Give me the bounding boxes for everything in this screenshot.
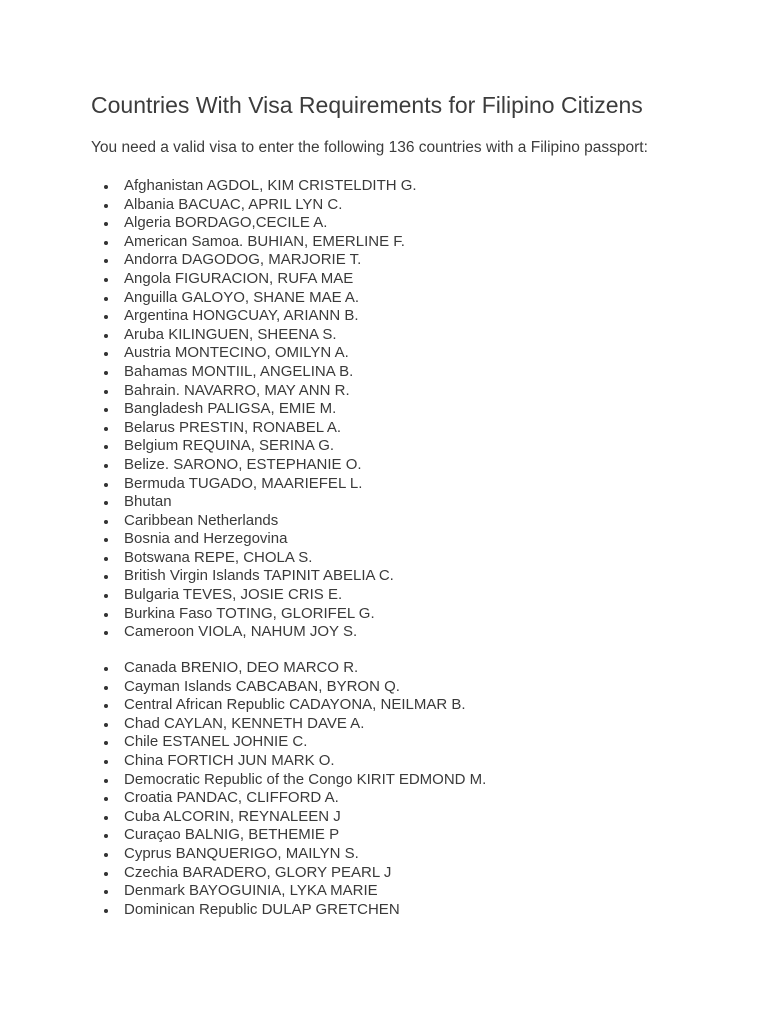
- list-item-text: Austria MONTECINO, OMILYN A.: [124, 344, 349, 362]
- list-item-text: Curaçao BALNIG, BETHEMIE P: [124, 826, 340, 844]
- list-item-text: Democratic Republic of the Congo KIRIT EDMOND M.: [124, 770, 487, 788]
- list-item-text: Bosnia and Herzegovina: [124, 530, 288, 548]
- country-list-2: [100, 659, 486, 919]
- list-item: [100, 400, 417, 419]
- bullet-icon: [104, 297, 108, 301]
- list-item-text: Afghanistan AGDOL, KIM CRISTELDITH G.: [124, 177, 417, 194]
- list-item-text: Chad CAYLAN, KENNETH DAVE A.: [124, 714, 365, 732]
- bullet-icon: [104, 427, 108, 431]
- list-item: [100, 733, 486, 752]
- list-item: [100, 177, 417, 196]
- list-item-text: Cyprus BANQUERIGO, MAILYN S.: [124, 844, 359, 862]
- list-item: [100, 493, 417, 512]
- list-item: [100, 326, 417, 345]
- list-item: [100, 789, 486, 808]
- bullet-icon: [104, 390, 108, 394]
- list-item: [100, 567, 417, 586]
- list-item: [100, 419, 417, 438]
- bullet-icon: [104, 686, 108, 690]
- bullet-icon: [104, 797, 108, 801]
- list-item-text: Algeria BORDAGO,CECILE A.: [124, 214, 328, 232]
- bullet-icon: [104, 631, 108, 635]
- list-item: [100, 586, 417, 605]
- list-item-text: China FORTICH JUN MARK O.: [124, 751, 335, 769]
- list-item: [100, 289, 417, 308]
- list-item-text: Angola FIGURACION, RUFA MAE: [124, 269, 354, 287]
- bullet-icon: [104, 371, 108, 375]
- list-item: [100, 437, 417, 456]
- page-title: Countries With Visa Requirements for Filipino Citizens: [91, 92, 643, 118]
- list-item: [100, 696, 486, 715]
- list-item: [100, 715, 486, 734]
- bullet-icon: [104, 315, 108, 319]
- list-item-text: Bulgaria TEVES, JOSIE CRIS E.: [124, 586, 343, 604]
- bullet-icon: [104, 538, 108, 542]
- bullet-icon: [104, 520, 108, 524]
- list-item: [100, 623, 417, 642]
- list-item-text: Burkina Faso TOTING, GLORIFEL G.: [124, 604, 375, 622]
- bullet-icon: [104, 464, 108, 468]
- list-item-text: Denmark BAYOGUINIA, LYKA MARIE: [124, 882, 378, 900]
- list-item-text: Cayman Islands CABCABAN, BYRON Q.: [124, 677, 400, 695]
- list-item: [100, 530, 417, 549]
- bullet-icon: [104, 890, 108, 894]
- list-item: [100, 659, 486, 678]
- list-item: [100, 549, 417, 568]
- bullet-icon: [104, 779, 108, 783]
- list-item: [100, 882, 486, 901]
- list-item-text: American Samoa. BUHIAN, EMERLINE F.: [124, 232, 405, 250]
- bullet-icon: [104, 445, 108, 449]
- list-item-text: Botswana REPE, CHOLA S.: [124, 548, 313, 566]
- list-item: [100, 808, 486, 827]
- bullet-icon: [104, 483, 108, 487]
- intro-paragraph: You need a valid visa to enter the following 136 countries with a Filipino passport:: [91, 139, 648, 156]
- bullet-icon: [104, 704, 108, 708]
- list-item: [100, 605, 417, 624]
- list-item: [100, 270, 417, 289]
- list-item: [100, 344, 417, 363]
- list-item-text: Aruba KILINGUEN, SHEENA S.: [124, 325, 337, 343]
- list-item-text: Belarus PRESTIN, RONABEL A.: [124, 418, 342, 436]
- bullet-icon: [104, 259, 108, 263]
- list-item-text: Belgium REQUINA, SERINA G.: [124, 437, 335, 455]
- bullet-icon: [104, 278, 108, 282]
- list-item-text: Belize. SARONO, ESTEPHANIE O.: [124, 455, 362, 473]
- bullet-icon: [104, 723, 108, 727]
- list-item: [100, 233, 417, 252]
- list-item: [100, 864, 486, 883]
- list-item: [100, 845, 486, 864]
- list-item: [100, 251, 417, 270]
- list-item-text: Argentina HONGCUAY, ARIANN B.: [124, 307, 359, 325]
- list-item-text: Bangladesh PALIGSA, EMIE M.: [124, 400, 337, 418]
- bullet-icon: [104, 613, 108, 617]
- list-item-text: Anguilla GALOYO, SHANE MAE A.: [124, 288, 360, 306]
- bullet-icon: [104, 575, 108, 579]
- list-item: [100, 826, 486, 845]
- list-item-text: Canada BRENIO, DEO MARCO R.: [124, 659, 359, 676]
- bullet-icon: [104, 334, 108, 338]
- bullet-icon: [104, 204, 108, 208]
- bullet-icon: [104, 408, 108, 412]
- list-item: [100, 512, 417, 531]
- bullet-icon: [104, 872, 108, 876]
- bullet-icon: [104, 185, 108, 189]
- list-item-text: Bahamas MONTIIL, ANGELINA B.: [124, 362, 354, 380]
- bullet-icon: [104, 557, 108, 561]
- list-item: [100, 196, 417, 215]
- list-item-text: Bahrain. NAVARRO, MAY ANN R.: [124, 381, 350, 399]
- bullet-icon: [104, 501, 108, 505]
- list-item-text: Dominican Republic DULAP GRETCHEN: [124, 900, 400, 918]
- list-item: [100, 475, 417, 494]
- bullet-icon: [104, 816, 108, 820]
- bullet-icon: [104, 352, 108, 356]
- list-item: [100, 307, 417, 326]
- list-item: [100, 456, 417, 475]
- bullet-icon: [104, 741, 108, 745]
- list-item: [100, 382, 417, 401]
- list-item-text: Caribbean Netherlands: [124, 511, 279, 529]
- list-item-text: Albania BACUAC, APRIL LYN C.: [124, 195, 343, 213]
- list-item: [100, 363, 417, 382]
- list-item-text: Bermuda TUGADO, MAARIEFEL L.: [124, 474, 363, 492]
- bullet-icon: [104, 853, 108, 857]
- list-item: [100, 752, 486, 771]
- list-item: [100, 678, 486, 697]
- bullet-icon: [104, 834, 108, 838]
- bullet-icon: [104, 594, 108, 598]
- bullet-icon: [104, 667, 108, 671]
- list-item-text: Croatia PANDAC, CLIFFORD A.: [124, 789, 339, 807]
- bullet-icon: [104, 222, 108, 226]
- list-item: [100, 901, 486, 920]
- list-item-text: Andorra DAGODOG, MARJORIE T.: [124, 251, 362, 269]
- bullet-icon: [104, 760, 108, 764]
- list-item-text: Chile ESTANEL JOHNIE C.: [124, 733, 308, 751]
- list-item-text: British Virgin Islands TAPINIT ABELIA C.: [124, 567, 394, 585]
- list-item-text: Central African Republic CADAYONA, NEILMAR B.: [124, 696, 466, 714]
- list-item-text: Czechia BARADERO, GLORY PEARL J: [124, 863, 392, 881]
- list-item: [100, 214, 417, 233]
- list-item-text: Cuba ALCORIN, REYNALEEN J: [124, 807, 341, 825]
- list-item-text: Cameroon VIOLA, NAHUM JOY S.: [124, 623, 358, 641]
- list-item-text: Bhutan: [124, 493, 172, 511]
- bullet-icon: [104, 909, 108, 913]
- country-list-1: [100, 177, 417, 642]
- list-item: [100, 771, 486, 790]
- bullet-icon: [104, 241, 108, 245]
